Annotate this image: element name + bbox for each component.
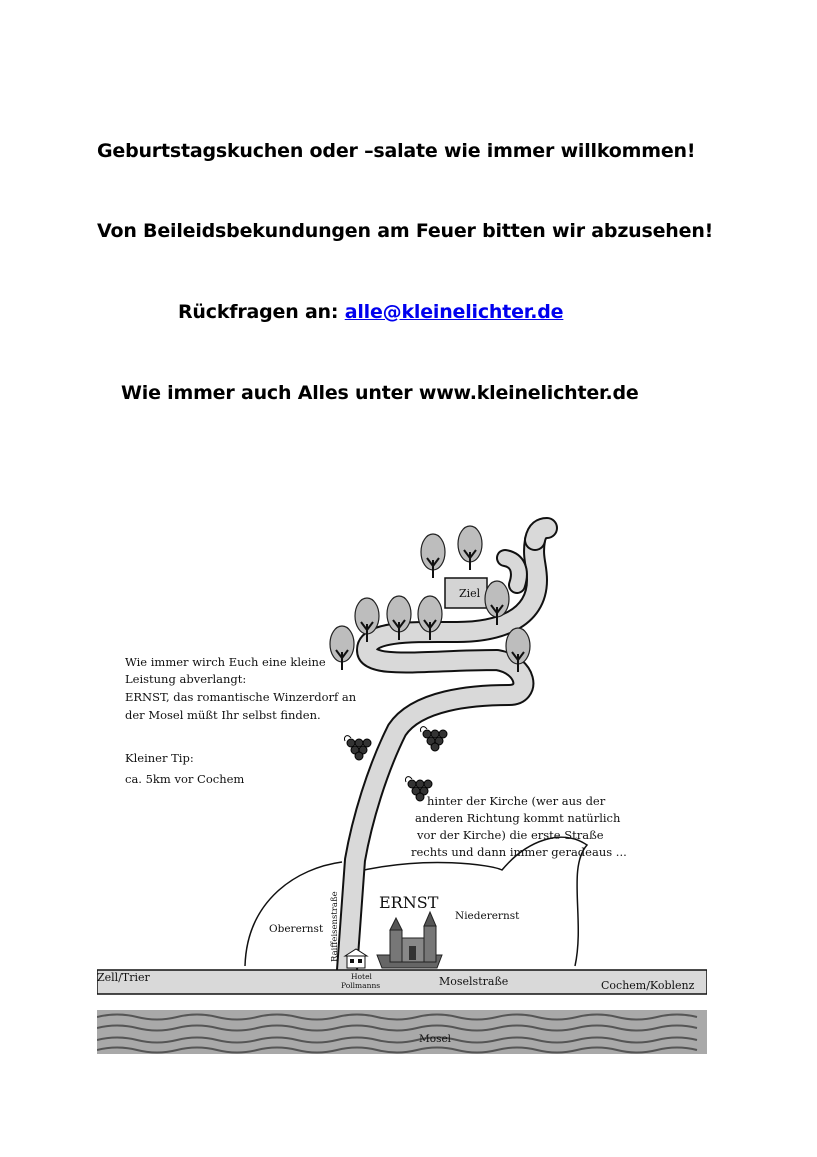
tree-icon <box>330 626 354 670</box>
left-destination: Zell/Trier <box>97 971 150 984</box>
route-map <box>97 500 707 1055</box>
lower-village-label: Niederernst <box>455 910 520 922</box>
grape-icon <box>344 736 371 760</box>
direction-line: anderen Richtung kommt natürlich <box>415 811 621 825</box>
cake-note: Geburtstagskuchen oder –salate wie immer willkommen! <box>97 140 696 162</box>
direction-line: vor der Kirche) die erste Straße <box>417 828 604 842</box>
tip-title: Kleiner Tip: <box>125 751 194 765</box>
condolence-note: Von Beileidsbekundungen am Feuer bitten wir abzusehen! <box>97 220 714 242</box>
tree-icon <box>421 534 445 578</box>
river <box>97 1010 707 1054</box>
main-road <box>97 970 707 994</box>
church-icon <box>377 912 442 968</box>
hotel-label: Pollmanns <box>341 981 381 990</box>
inquiries-label: Rückfragen an: <box>178 301 339 323</box>
ziel-label: Ziel <box>459 587 481 600</box>
tree-icon <box>458 526 482 570</box>
directions-text <box>411 794 627 859</box>
intro-line: ERNST, das romantische Winzerdorf an <box>125 690 357 704</box>
direction-line: rechts und dann immer geradeaus ... <box>411 845 627 859</box>
right-destination: Cochem/Koblenz <box>601 979 695 992</box>
river-label: Mosel <box>419 1033 452 1045</box>
village-label: ERNST <box>379 893 439 912</box>
upper-village-label: Oberernst <box>269 923 324 935</box>
side-street-label: Raiffeisenstraße <box>330 891 340 962</box>
ziel-marker <box>445 578 487 608</box>
grape-icon <box>420 727 447 751</box>
website-note: Wie immer auch Alles unter www.kleinelichter.de <box>121 382 639 404</box>
hotel-label: Hotel <box>351 972 372 981</box>
main-road-label: Moselstraße <box>439 975 509 988</box>
intro-text <box>125 655 357 786</box>
direction-line: hinter der Kirche (wer aus der <box>427 794 606 808</box>
intro-line: Wie immer wirch Euch eine kleine <box>125 655 326 669</box>
tip-text: ca. 5km vor Cochem <box>125 772 245 786</box>
inquiries-line <box>178 301 563 323</box>
intro-line: Leistung abverlangt: <box>125 672 247 686</box>
email-link[interactable]: alle@kleinelichter.de <box>344 301 564 323</box>
intro-line: der Mosel müßt Ihr selbst finden. <box>125 708 321 722</box>
